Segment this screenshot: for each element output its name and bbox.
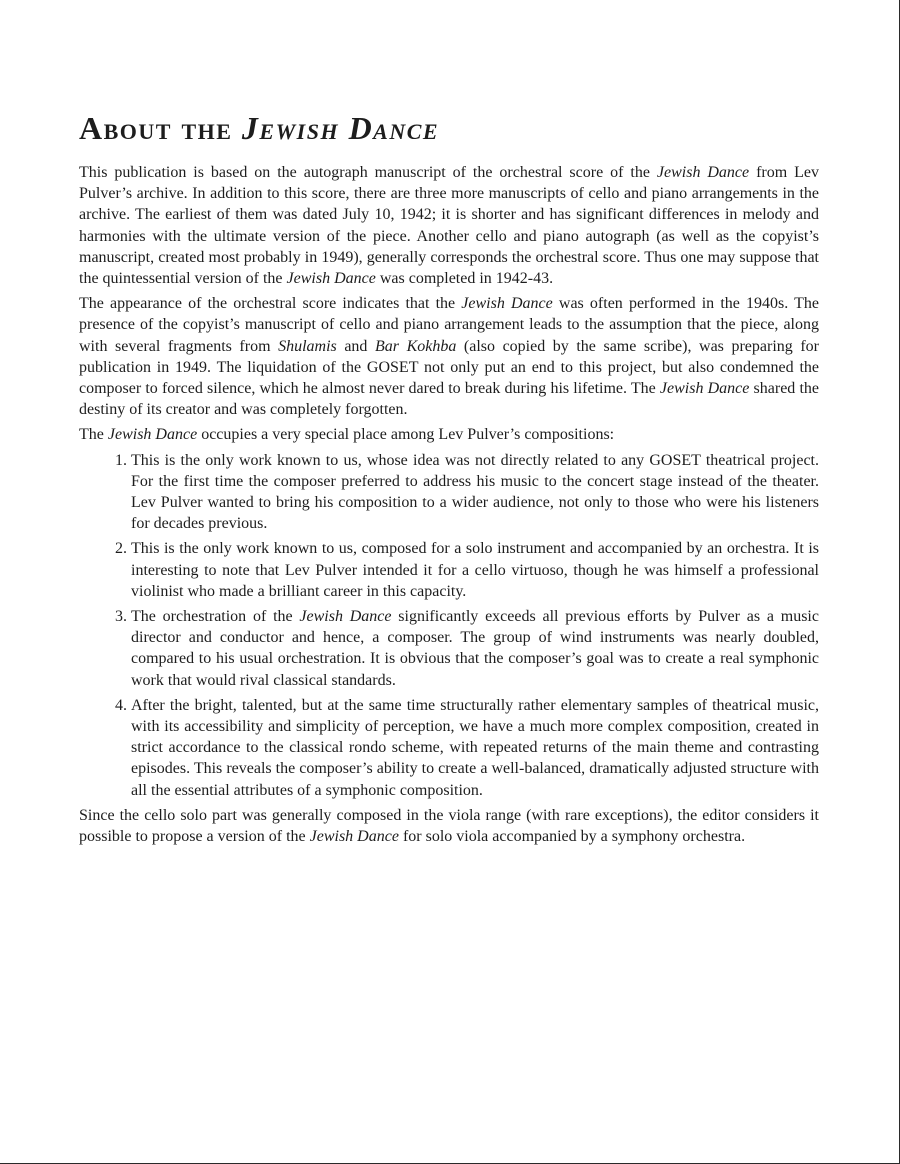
text-run: The appearance of the orchestral score indicates that the bbox=[79, 295, 462, 313]
paragraph-viola-version bbox=[79, 805, 819, 847]
text-run: occupies a very special place among Lev Pulver’s compositions: bbox=[197, 426, 615, 444]
text-run: The bbox=[79, 426, 108, 444]
work-title-italic: Shulamis bbox=[278, 337, 337, 355]
text-run: for solo viola accompanied by a symphony orchestra. bbox=[398, 828, 746, 846]
text-run: Since the cello solo part was generally composed in the viola range (with rare exceptions), the editor considers it possible to propose a version of the bbox=[79, 806, 819, 846]
work-title-italic: Bar Kokhba bbox=[375, 337, 457, 355]
paragraph-intro-list bbox=[79, 424, 819, 445]
work-title-italic: Jewish Dance bbox=[299, 608, 392, 626]
paragraph-history bbox=[79, 293, 819, 420]
work-title-italic: Jewish Dance bbox=[461, 295, 553, 313]
text-run: and bbox=[336, 337, 375, 355]
title-work-name: Jewish Dance bbox=[241, 110, 440, 146]
text-run: This publication is based on the autograph manuscript of the orchestral score of the bbox=[79, 164, 657, 181]
list-item bbox=[131, 606, 819, 691]
page-title bbox=[79, 108, 819, 148]
work-title-italic: Jewish Dance bbox=[286, 270, 376, 288]
text-run: was completed in 1942-43. bbox=[375, 270, 554, 288]
text-run: significantly exceeds all previous efforts by Pulver as a music director and conductor and hence, a composer. The group of wind instruments was nearly doubled, compared to his usual orchestration. It is obvious that the composer’s goal was to create a real symphonic work that would rival classical standards. bbox=[131, 608, 819, 689]
work-title-italic: Jewish Dance bbox=[107, 426, 198, 444]
text-run: shared the destiny of its creator and was completely forgotten. bbox=[79, 380, 820, 419]
document-body bbox=[79, 108, 819, 851]
list-item: 1. This is the only work known to us, whose idea was not directly related to any GOSET theatrical project. For the first time the composer preferred to address his music to the concert stage instead of the theater. Lev Pulver wanted to bring his composition to a wider audience, not only to those who were his listeners for decades previous. bbox=[131, 450, 819, 535]
work-title-italic: Jewish Dance bbox=[659, 380, 750, 398]
title-prefix: About the bbox=[79, 110, 242, 146]
text-run: The orchestration of the bbox=[131, 608, 300, 626]
work-title-italic: Jewish Dance bbox=[309, 828, 399, 846]
list-item: 2. This is the only work known to us, composed for a solo instrument and accompanied by an orchestra. It is interesting to note that Lev Pulver intended it for a cello virtuoso, though he was himself a professional violinist who made a brilliant career in this capacity. bbox=[131, 538, 819, 602]
text-run: from Lev Pulver’s archive. In addition to this score, there are three more manuscripts of cello and piano arrangements in the archive. The earliest of them was dated July 10, 1942; it is shorter and has significant differences in melody and harmonies with the ultimate version of the piece. Another cello and piano autograph (as well as the copyist’s manuscript, created most probably in 1949), generally corresponds the orchestral score. Thus one may suppose that the quintessential version of the bbox=[79, 164, 819, 288]
text-run: was often performed in the 1940s. The presence of the copyist’s manuscript of cello and piano arrangement leads to the assumption that the piece, along with several fragments from bbox=[79, 295, 819, 355]
work-title-italic: Jewish Dance bbox=[656, 164, 750, 181]
list-item: 4. After the bright, talented, but at the same time structurally rather elementary samples of theatrical music, with its accessibility and simplicity of perception, we have a much more complex composition, created in strict accordance to the classical rondo scheme, with repeated returns of the main theme and contrasting episodes. This reveals the composer’s ability to create a well-balanced, dramatically adjusted structure with all the essential attributes of a symphonic composition. bbox=[131, 695, 819, 801]
text-run: (also copied by the same scribe), was preparing for publication in 1949. The liquidation of the GOSET not only put an end to this project, but also condemned the composer to forced silence, which he almost never dared to break during his lifetime. The bbox=[79, 337, 819, 398]
paragraph-sources bbox=[79, 162, 819, 289]
numbered-list bbox=[79, 450, 819, 801]
